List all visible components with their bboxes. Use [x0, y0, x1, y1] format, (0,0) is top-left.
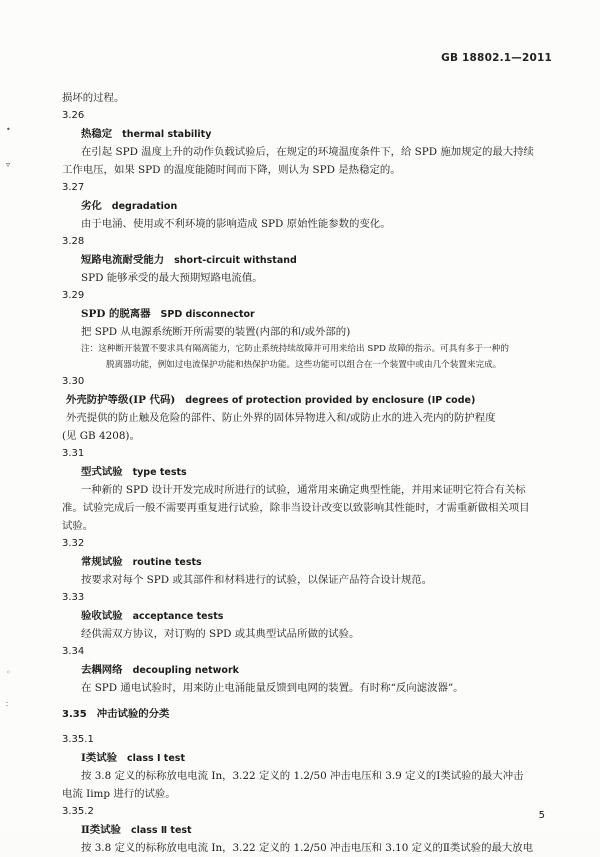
term-zh: 去耦网络	[81, 664, 123, 676]
term-zh: SPD 的脱离器	[81, 308, 151, 320]
page-content	[62, 89, 550, 857]
term-title	[62, 749, 550, 767]
term-title	[62, 607, 550, 625]
term-zh: 验收试验	[81, 610, 123, 622]
term-en: short-circuit withstand	[174, 255, 297, 266]
scan-mark: ∶	[6, 700, 9, 709]
definition-text: 试验。	[62, 520, 94, 532]
term-title	[62, 553, 550, 571]
clause-number: 3.29	[62, 290, 85, 301]
section-number: 3.35	[62, 709, 87, 720]
term-en: class Ⅱ test	[130, 825, 192, 836]
term-en: thermal stability	[122, 129, 212, 140]
term-title	[62, 821, 550, 839]
term-zh: 热稳定	[81, 128, 113, 140]
section-heading	[62, 705, 550, 723]
definition-text: 在 SPD 通电试验时，用来防止电涌能量反馈到电网的装置。有时称“反向滤波器”。	[81, 682, 464, 694]
definition-text: 准。试验完成后一般不需要再重复进行试验，除非当设计改变以致影响其性能时，才需重新做相关项目	[62, 502, 530, 514]
term-title	[62, 251, 550, 269]
note-text: 脱离器功能，例如过电流保护功能和热保护功能。这些功能可以组合在一个装置中或由几个装置来完成。	[106, 360, 502, 370]
definition-text: SPD 能够承受的最大预期短路电流值。	[81, 272, 263, 284]
term-zh: Ⅱ类试验	[81, 824, 121, 836]
term-en: acceptance tests	[132, 611, 224, 622]
term-zh: 型式试验	[81, 466, 123, 478]
clause-number: 3.30	[62, 376, 85, 387]
term-en: SPD disconnector	[160, 309, 255, 320]
clause-number: 3.33	[62, 592, 85, 603]
clause-number: 3.28	[62, 236, 85, 247]
term-en: degradation	[111, 201, 178, 212]
term-title	[62, 305, 550, 323]
clause-number: 3.26	[62, 110, 85, 121]
term-en: routine tests	[132, 557, 202, 568]
definition-text: 在引起 SPD 温度上升的动作负载试验后，在规定的环境温度条件下，给 SPD 施加规定的最大持续	[81, 146, 534, 158]
clause-number: 3.35.1	[62, 734, 94, 745]
scan-mark: ◦	[6, 668, 11, 677]
term-title	[62, 661, 550, 679]
document-id: GB 18802.1—2011	[441, 52, 552, 64]
clause-number: 3.34	[62, 646, 85, 657]
term-en: class Ⅰ test	[127, 753, 185, 764]
term-zh: 劣化	[81, 200, 102, 212]
term-zh: 外壳防护等级(IP 代码)	[66, 394, 176, 406]
scan-mark: ▿	[6, 160, 11, 169]
definition-text: 工作电压，如果 SPD 的温度能随时间而下降，则认为 SPD 是热稳定的。	[62, 164, 401, 176]
definition-text: 一种新的 SPD 设计开发完成时所进行的试验，通常用来确定典型性能，并用来证明它符合有关标	[81, 484, 526, 496]
term-zh: Ⅰ类试验	[81, 752, 118, 764]
definition-text: 经供需双方协议，对订购的 SPD 或其典型试品所做的试验。	[81, 628, 360, 640]
page-number: 5	[538, 810, 545, 821]
text-line: 损坏的过程。	[62, 92, 125, 104]
definition-text: 外壳提供的防止触及危险的部件、防止外界的固体异物进入和/或防止水的进入壳内的防护程度	[66, 412, 496, 424]
term-en: degrees of protection provided by enclosure (IP code)	[185, 395, 476, 406]
clause-number: 3.31	[62, 448, 85, 459]
scan-mark: •	[6, 125, 11, 134]
clause-number: 3.35.2	[62, 806, 94, 817]
definition-text: 按 3.8 定义的标称放电电流 In，3.22 定义的 1.2/50 冲击电压和 3.10 定义的Ⅱ类试验的最大放电	[81, 842, 534, 854]
definition-text: 按要求对每个 SPD 或其部件和材料进行的试验，以保证产品符合设计规范。	[81, 574, 433, 586]
definition-text: 电流 Iimp 进行的试验。	[62, 788, 176, 800]
term-title	[62, 125, 550, 143]
term-en: type tests	[132, 467, 187, 478]
term-zh: 常规试验	[81, 556, 123, 568]
term-en: decoupling network	[132, 665, 239, 676]
definition-text: (见 GB 4208)。	[62, 430, 140, 442]
term-title	[62, 463, 550, 481]
term-title	[62, 391, 550, 409]
section-title: 冲击试验的分类	[96, 708, 170, 720]
clause-number: 3.27	[62, 182, 85, 193]
definition-text: 由于电涌、使用或不利环境的影响造成 SPD 原始性能参数的变化。	[81, 218, 391, 230]
definition-text: 按 3.8 定义的标称放电电流 In，3.22 定义的 1.2/50 冲击电压和 3.9 定义的Ⅰ类试验的最大冲击	[81, 770, 524, 782]
definition-text: 把 SPD 从电源系统断开所需要的装置(内部的和/或外部的)	[81, 326, 351, 338]
note-text: 注：这种断开装置不要求具有隔离能力，它防止系统持续故障并可用来给出 SPD 故障的指示。可具有多于一种的	[81, 344, 509, 354]
clause-number: 3.32	[62, 538, 85, 549]
term-zh: 短路电流耐受能力	[81, 254, 165, 266]
term-title	[62, 197, 550, 215]
